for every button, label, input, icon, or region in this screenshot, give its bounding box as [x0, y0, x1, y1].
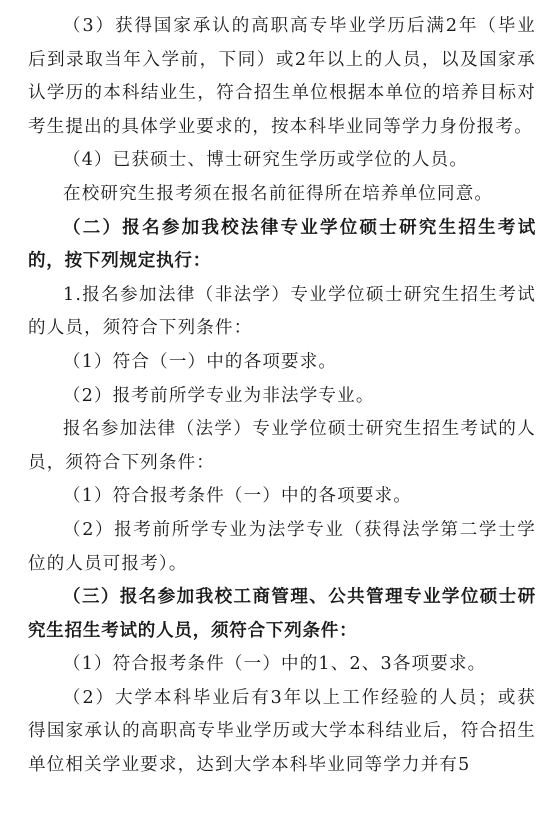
paragraph-mba-item-2: （2）大学本科毕业后有3年以上工作经验的人员；或获得国家承认的高职高专毕业学历或大学本科结业后，符合招生单位相关学业要求，达到大学本科毕业同等学力并有5	[28, 687, 536, 776]
paragraph-current-students: 在校研究生报考须在报名前征得所在培养单位同意。	[63, 183, 494, 204]
section-heading-law: （二）报名参加我校法律专业学位硕士研究生招生考试的，按下列规定执行：	[28, 217, 536, 272]
paragraph-mba-item-1: （1）符合报考条件（一）中的1、2、3各项要求。	[63, 654, 487, 675]
paragraph-law-nonlaw-item-2: （2）报考前所学专业为非法学专业。	[63, 385, 375, 406]
paragraph-law-law-item-1: （1）符合报考条件（一）中的各项要求。	[63, 486, 412, 507]
paragraph-law-nonlaw-intro: 1.报名参加法律（非法学）专业学位硕士研究生招生考试的人员，须符合下列条件：	[28, 284, 536, 339]
paragraph-condition-3: （3）获得国家承认的高职高专毕业学历后满2年（毕业后到录取当年入学前，下同）或2年以上的人员，以及国家承认学历的本科结业生，符合招生单位根据本单位的培养目标对考生提出的具体学业要求的，按本科毕业同等学力身份报考。	[28, 16, 536, 137]
paragraph-law-nonlaw-item-1: （1）符合（一）中的各项要求。	[63, 351, 338, 372]
paragraph-law-law-item-2: （2）报考前所学专业为法学专业（获得法学第二学士学位的人员可报考）。	[28, 519, 536, 574]
paragraph-condition-4: （4）已获硕士、博士研究生学历或学位的人员。	[63, 150, 469, 171]
paragraph-law-law-intro: 报名参加法律（法学）专业学位硕士研究生招生考试的人员，须符合下列条件：	[28, 419, 536, 473]
section-heading-mba-mpa: （三）报名参加我校工商管理、公共管理专业学位硕士研究生招生考试的人员，须符合下列条件：	[28, 587, 536, 641]
